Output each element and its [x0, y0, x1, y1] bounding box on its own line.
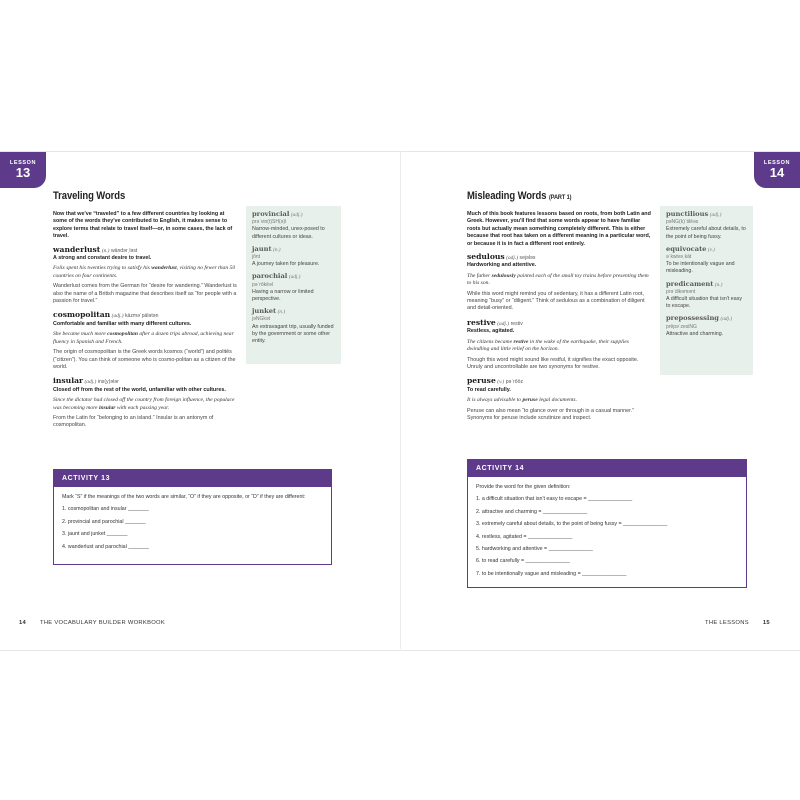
pronunciation: restiv	[510, 320, 523, 327]
sidebar-pos: (v.)	[707, 246, 715, 253]
activity-13-title: ACTIVITY 13	[54, 470, 331, 487]
definition: Hardworking and attentive.	[467, 262, 537, 269]
sidebar-headword: predicament	[666, 279, 714, 288]
activity-item[interactable]: 2. provincial and parochial _______	[62, 518, 146, 525]
activity-14-body	[468, 477, 746, 583]
page-title: Misleading Words	[467, 190, 547, 202]
activity-14-title: ACTIVITY 14	[468, 460, 746, 477]
page-gutter	[400, 151, 401, 649]
sidebar-definition: A difficult situation that isn't easy to escape.	[666, 296, 742, 310]
definition: Restless, agitated.	[467, 328, 515, 335]
sidebar-headword: equivocate	[666, 244, 707, 253]
part-of-speech: (adj.)	[111, 313, 124, 320]
activity-item[interactable]: 2. attractive and charming = _______________	[476, 508, 588, 515]
sidebar-definition: An extravagant trip, usually funded by the government or some other entity.	[252, 323, 334, 345]
word-entry-wanderlust	[53, 246, 237, 306]
usage-note: While this word might remind you of sedentary, it has a different Latin root, meaning “busy” or “diligent.” Think of sedulous as a combination of diligent and detail-oriented.	[467, 290, 645, 312]
sidebar-word-box-14	[660, 206, 753, 375]
word-entry-sedulous	[467, 253, 651, 313]
word-entry-restive	[467, 319, 651, 371]
sidebar-pronunciation: prēpəˈzesiNG	[666, 323, 697, 330]
sidebar-headword: punctilious	[666, 210, 709, 218]
sidebar-entry	[666, 315, 747, 338]
sidebar-definition: Having a narrow or limited perspective.	[252, 288, 314, 303]
section-title: THE LESSONS	[705, 620, 749, 626]
book-title: THE VOCABULARY BUILDER WORKBOOK	[39, 620, 166, 626]
activity-13-box	[53, 469, 332, 565]
definition: Closed off from the rest of the world, unfamiliar with other cultures.	[53, 386, 226, 393]
sidebar-entry	[252, 211, 335, 241]
usage-note: Wanderlust comes from the German for “desire for wandering.” Wanderlust is also the name of a British magazine that describes itself as “for people with a passion for travel.”	[53, 283, 237, 305]
headword: wanderlust	[53, 244, 101, 254]
pronunciation: pəˈrōōz	[505, 379, 523, 386]
sidebar-pos: (n.)	[714, 281, 723, 288]
example-sentence: It is always advisable to peruse legal documents.	[467, 397, 578, 404]
definition: To read carefully.	[467, 386, 511, 393]
activity-item[interactable]: 3. extremely careful about details, to the point of being fussy = _______________	[476, 521, 668, 528]
pronunciation: wändərˌləst	[110, 247, 138, 254]
part-of-speech: (n.)	[101, 247, 110, 254]
example-sentence: Since the dictator had closed off the country from foreign influence, the populace was becoming more insular with each passing year.	[53, 397, 235, 411]
usage-note: From the Latin for “belonging to an island.” Insular is an antonym of cosmopolitan.	[53, 414, 214, 429]
activity-item[interactable]: 3. jaunt and junket _______	[62, 531, 128, 538]
activity-item[interactable]: 1. a difficult situation that isn't easy to escape = _______________	[476, 496, 633, 503]
example-sentence: She became much more cosmopolitan after a dozen trips abroad, achieving near fluency in Spanish and French.	[53, 331, 234, 345]
activity-13-body	[54, 487, 331, 556]
sidebar-entry	[252, 273, 335, 303]
right-footer	[705, 620, 770, 626]
sidebar-pronunciation: pəˈrōkēəl	[252, 281, 273, 288]
headword: restive	[467, 317, 496, 327]
intro-paragraph: Much of this book features lessons based on roots, from both Latin and Greek. However, you'll find that some words appear to have familiar roots but actually mean something completely different. This is either because that root has taken on a different meaning in a particular word, or because it is in fact a different root entirely.	[467, 211, 651, 247]
activity-instruction: Provide the word for the given definition:	[476, 484, 571, 490]
sidebar-entry	[666, 246, 747, 276]
sidebar-pos: (n.)	[273, 246, 281, 253]
part-of-speech: (v.)	[497, 379, 505, 386]
definition: A strong and constant desire to travel.	[53, 255, 152, 262]
lesson-tab-label: LESSON	[9, 160, 37, 166]
intro-paragraph: Now that we've “traveled” to a few different countries by looking at some of the words they've contributed to English, it makes sense to explore terms that relate to travel itself—or, in some cases, the lack of travel.	[53, 211, 233, 240]
sidebar-definition: Narrow-minded, unex-posed to different cultures or ideas.	[252, 226, 325, 240]
lesson-13-main-column	[53, 211, 237, 430]
example-sentence: Folix spent his twenties trying to satisfy his wanderlust, visiting no fewer than 50 countries on four continents.	[53, 265, 236, 279]
headword: cosmopolitan	[53, 310, 111, 320]
lesson-tab-13	[0, 152, 46, 188]
sidebar-entry	[666, 281, 747, 311]
activity-item[interactable]: 5. hardworking and attentive = _______________	[476, 545, 593, 552]
title-part: (PART 1)	[548, 194, 572, 201]
lesson-tab-14	[754, 152, 800, 188]
sidebar-definition: A journey taken for pleasure.	[252, 261, 320, 268]
headword: peruse	[467, 376, 496, 386]
word-entry-peruse	[467, 377, 651, 422]
sidebar-headword: jaunt	[252, 244, 272, 253]
lesson-tab-number: 14	[769, 165, 785, 180]
pronunciation: sejələs	[519, 255, 536, 262]
sidebar-headword: provincial	[252, 210, 290, 218]
example-sentence: The citizens became restive in the wake of the earthquake, their supplies dwindling and little relief on the horizon.	[467, 338, 629, 353]
sidebar-word-box-13	[246, 206, 341, 364]
page-number: 15	[762, 620, 770, 626]
sidebar-headword: junket	[252, 307, 277, 316]
activity-14-box	[467, 459, 747, 588]
sidebar-pronunciation: pəNG(k)ˈtilēəs	[666, 219, 699, 226]
activity-item[interactable]: 4. wanderlust and parochial _______	[62, 543, 149, 550]
sidebar-pos: (n.)	[277, 309, 286, 316]
sidebar-pos: (adj.)	[288, 274, 301, 281]
sidebar-pronunciation: prəˈdikəmənt	[666, 288, 696, 295]
sidebar-definition: Attractive and charming.	[666, 330, 724, 337]
sidebar-headword: parochial	[252, 272, 288, 281]
sidebar-pronunciation: jəNGkət	[252, 316, 271, 323]
definition: Comfortable and familiar with many different cultures.	[53, 320, 192, 327]
activity-item[interactable]: 4. restless, agitated = _______________	[476, 533, 573, 540]
sidebar-pos: (adj.)	[290, 212, 303, 218]
lesson-tab-label: LESSON	[763, 160, 791, 166]
sidebar-definition: Extremely careful about details, to the point of being fussy.	[666, 226, 746, 240]
activity-item[interactable]: 6. to read carefully = _______________	[476, 558, 570, 565]
sidebar-pos: (adj.)	[720, 316, 733, 323]
activity-instruction: Mark “S” if the meanings of the two words are similar, “O” if they are opposite, or “D” if they are different:	[62, 494, 306, 500]
example-sentence: The father sedulously painted each of the small toy trains before presenting them to his son.	[467, 272, 649, 287]
lesson-tab-number: 13	[15, 165, 31, 180]
sidebar-definition: To be intentionally vague and misleading.	[666, 261, 735, 275]
activity-item[interactable]: 1. cosmopolitan and insular _______	[62, 506, 149, 513]
lesson-13-title	[53, 190, 125, 202]
part-of-speech: (adj.)	[506, 255, 519, 262]
sidebar-entry	[252, 246, 335, 269]
page-title: Traveling Words	[53, 190, 126, 202]
sidebar-pronunciation: jônt	[252, 254, 261, 261]
sidebar-headword: prepossessing	[666, 314, 719, 323]
word-entry-insular	[53, 377, 237, 429]
headword: insular	[53, 376, 84, 386]
pronunciation: ins(y)ələr	[97, 379, 119, 386]
usage-note: Peruse can also mean “to glance over or through in a casual manner.” Synonyms for peruse include scrutinize and inspect.	[467, 407, 634, 421]
page-number: 14	[19, 620, 27, 626]
sidebar-pronunciation: prəˈvin(t)SH(ə)l	[252, 219, 287, 226]
usage-note: The origin of cosmopolitan is the Greek words kosmos (“world”) and politēs (“citizen”). You can think of someone who is cosmo-politan as a citizen of the world.	[53, 349, 236, 370]
pronunciation: käzməˈpälətən	[125, 313, 159, 320]
part-of-speech: (adj.)	[84, 379, 97, 386]
usage-note: Though this word might sound like restful, it signifies the exact opposite. Unruly and uncontrollable are two synonyms for restive.	[467, 356, 639, 370]
sidebar-entry	[666, 211, 747, 241]
headword: sedulous	[467, 252, 505, 262]
sidebar-pos: (adj.)	[709, 212, 722, 218]
lesson-14-main-column	[467, 211, 651, 422]
activity-item[interactable]: 7. to be intentionally vague and misleading = _______________	[476, 570, 627, 577]
sidebar-pronunciation: əˈkwivəˌkāt	[666, 254, 692, 261]
left-footer	[19, 620, 165, 626]
sidebar-entry	[252, 308, 335, 345]
part-of-speech: (adj.)	[497, 320, 510, 327]
word-entry-cosmopolitan	[53, 311, 237, 371]
lesson-14-title	[467, 190, 571, 202]
